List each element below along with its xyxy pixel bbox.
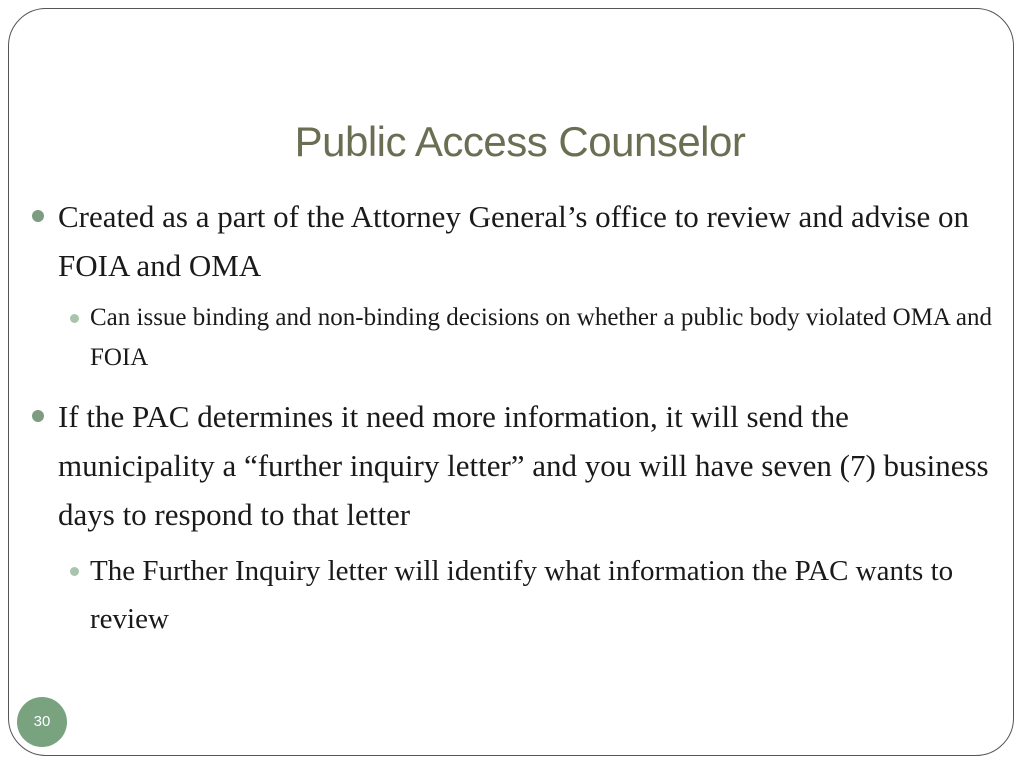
- bullet-dot-icon: [32, 410, 44, 422]
- bullet-text: If the PAC determines it need more information, it will send the municipality a “further inquiry letter” and you will have seven (7) business days to respond to that letter: [58, 399, 989, 532]
- bullet-level2-item: [30, 298, 1000, 378]
- slide-content: [30, 192, 1000, 643]
- bullet-dot-icon: [32, 210, 44, 222]
- bullet-dot-icon: [70, 314, 79, 323]
- bullet-level1-item: [30, 192, 1000, 290]
- slide-number-badge: 30: [17, 697, 67, 747]
- bullet-level2-item: [30, 547, 1000, 643]
- bullet-text: Created as a part of the Attorney General’s office to review and advise on FOIA and OMA: [58, 199, 970, 283]
- slide-title: Public Access Counselor: [294, 118, 746, 165]
- bullet-text: The Further Inquiry letter will identify what information the PAC wants to review: [90, 555, 954, 635]
- bullet-level1-item: [30, 392, 1000, 539]
- bullet-dot-icon: [70, 567, 79, 576]
- bullet-text: Can issue binding and non-binding decisions on whether a public body violated OMA and FOIA: [90, 304, 992, 371]
